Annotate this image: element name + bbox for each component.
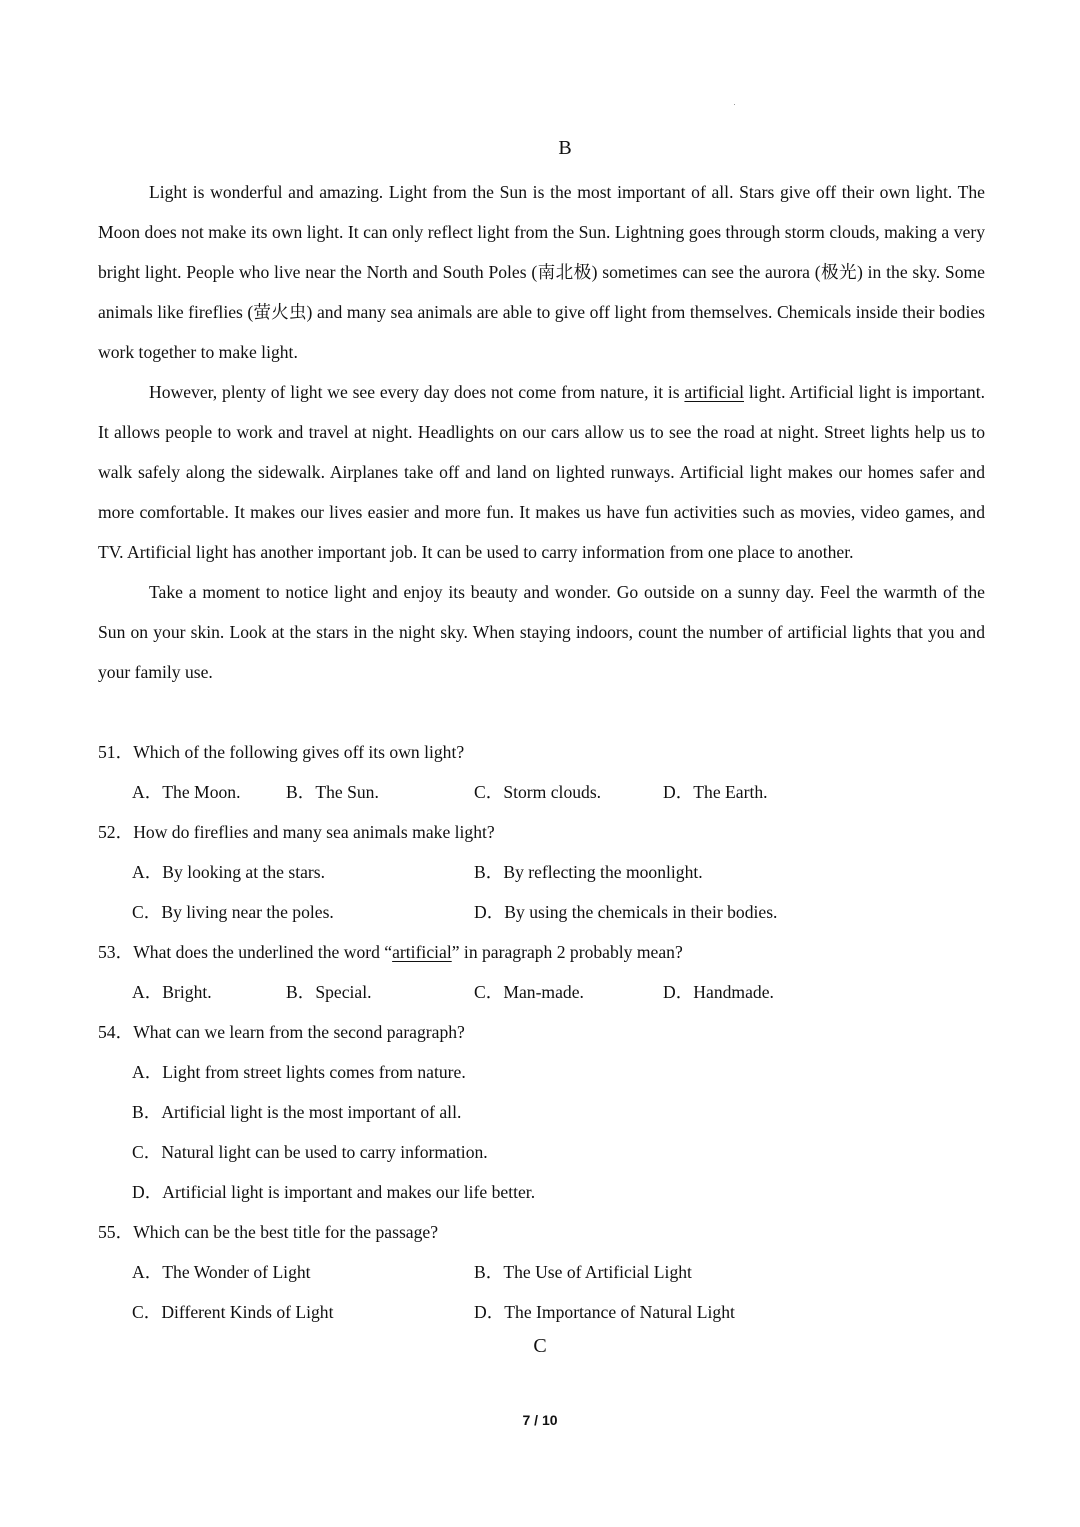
paragraph-2-rest: light. Artificial light is important. It allows people to work and travel at night. Headlights on our cars allow us to see the road at night. Street lights help us to walk safely along the sidewalk. Airplanes take off and land on lighted runways. Artificial light makes our homes safer and more comfortable. It makes our lives easier and more fun. It makes us have fun activities such as movies, video games, and TV. Artificial light has another important job. It can be used to carry information from one place to another.	[98, 382, 985, 562]
question-54-option-a-row	[98, 1052, 985, 1092]
q54-option-d[interactable]: D．Artificial light is important and makes our life better.	[132, 1182, 536, 1202]
q54-option-b[interactable]: B．Artificial light is the most important of all.	[132, 1102, 462, 1122]
question-54-stem: 54．What can we learn from the second paragraph?	[98, 1022, 465, 1042]
section-heading-b: B	[558, 137, 572, 159]
question-53-options	[98, 972, 985, 1012]
question-54-option-c-row	[98, 1132, 985, 1172]
paragraph-2-start: However, plenty of light we see every day does not come from nature, it is	[149, 382, 685, 402]
q54-option-c[interactable]: C．Natural light can be used to carry information.	[132, 1142, 488, 1162]
q53-option-b[interactable]: B．Special.	[286, 982, 372, 1002]
q53-option-d[interactable]: D．Handmade.	[663, 982, 774, 1002]
paragraph-2	[98, 372, 985, 572]
q55-option-d[interactable]: D．The Importance of Natural Light	[474, 1302, 735, 1322]
q52-option-b[interactable]: B．By reflecting the moonlight.	[474, 862, 703, 882]
question-51-options	[98, 772, 985, 812]
question-52-options-row-1	[98, 852, 985, 892]
question-51-stem: 51．Which of the following gives off its own light?	[98, 742, 465, 762]
page-number: 7 / 10	[522, 1412, 558, 1428]
q51-option-c[interactable]: C．Storm clouds.	[474, 782, 602, 802]
q53-stem-end: ” in paragraph 2 probably mean?	[451, 942, 683, 962]
q53-underlined-word: artificial	[392, 942, 452, 962]
q53-option-a[interactable]: A．Bright.	[132, 982, 212, 1002]
paragraph-3: Take a moment to notice light and enjoy its beauty and wonder. Go outside on a sunny day. Feel the warmth of the Sun on your skin. Look at the stars in the night sky. When staying indoors, count the number of artificial lights that you and your family use.	[98, 582, 985, 682]
question-52-stem: 52．How do fireflies and many sea animals make light?	[98, 822, 495, 842]
q52-option-d[interactable]: D．By using the chemicals in their bodies.	[474, 902, 778, 922]
q52-option-c[interactable]: C．By living near the poles.	[132, 902, 334, 922]
question-54-option-b-row	[98, 1092, 985, 1132]
section-heading-c: C	[533, 1335, 547, 1357]
q52-option-a[interactable]: A．By looking at the stars.	[132, 862, 326, 882]
q55-option-b[interactable]: B．The Use of Artificial Light	[474, 1262, 692, 1282]
question-54-option-d-row	[98, 1172, 985, 1212]
q54-option-a[interactable]: A．Light from street lights comes from nature.	[132, 1062, 466, 1082]
question-52-options-row-2	[98, 892, 985, 932]
q55-option-a[interactable]: A．The Wonder of Light	[132, 1262, 311, 1282]
q53-option-c[interactable]: C．Man-made.	[474, 982, 584, 1002]
stray-mark	[734, 104, 735, 105]
underlined-word: artificial	[684, 382, 745, 402]
q51-option-d[interactable]: D．The Earth.	[663, 782, 768, 802]
q55-option-c[interactable]: C．Different Kinds of Light	[132, 1302, 334, 1322]
q53-stem-start: 53．What does the underlined the word “	[98, 942, 393, 962]
paragraph-1: Light is wonderful and amazing. Light from the Sun is the most important of all. Stars give off their own light. The Moon does not make its own light. It can only reflect light from the Sun. Lightning goes through storm clouds, making a very bright light. People who live near the North and South Poles (南北极) sometimes can see the aurora (极光) in the sky. Some animals like fireflies (萤火虫) and many sea animals are able to give off light from themselves. Chemicals inside their bodies work together to make light.	[98, 182, 985, 362]
reading-passage	[98, 172, 985, 692]
question-list	[98, 732, 985, 1332]
question-55-stem: 55．Which can be the best title for the passage?	[98, 1222, 439, 1242]
question-53-stem	[98, 932, 985, 972]
q51-option-b[interactable]: B．The Sun.	[286, 782, 379, 802]
question-55-options-row-1	[98, 1252, 985, 1292]
q51-option-a[interactable]: A．The Moon.	[132, 782, 241, 802]
question-55-options-row-2	[98, 1292, 985, 1332]
